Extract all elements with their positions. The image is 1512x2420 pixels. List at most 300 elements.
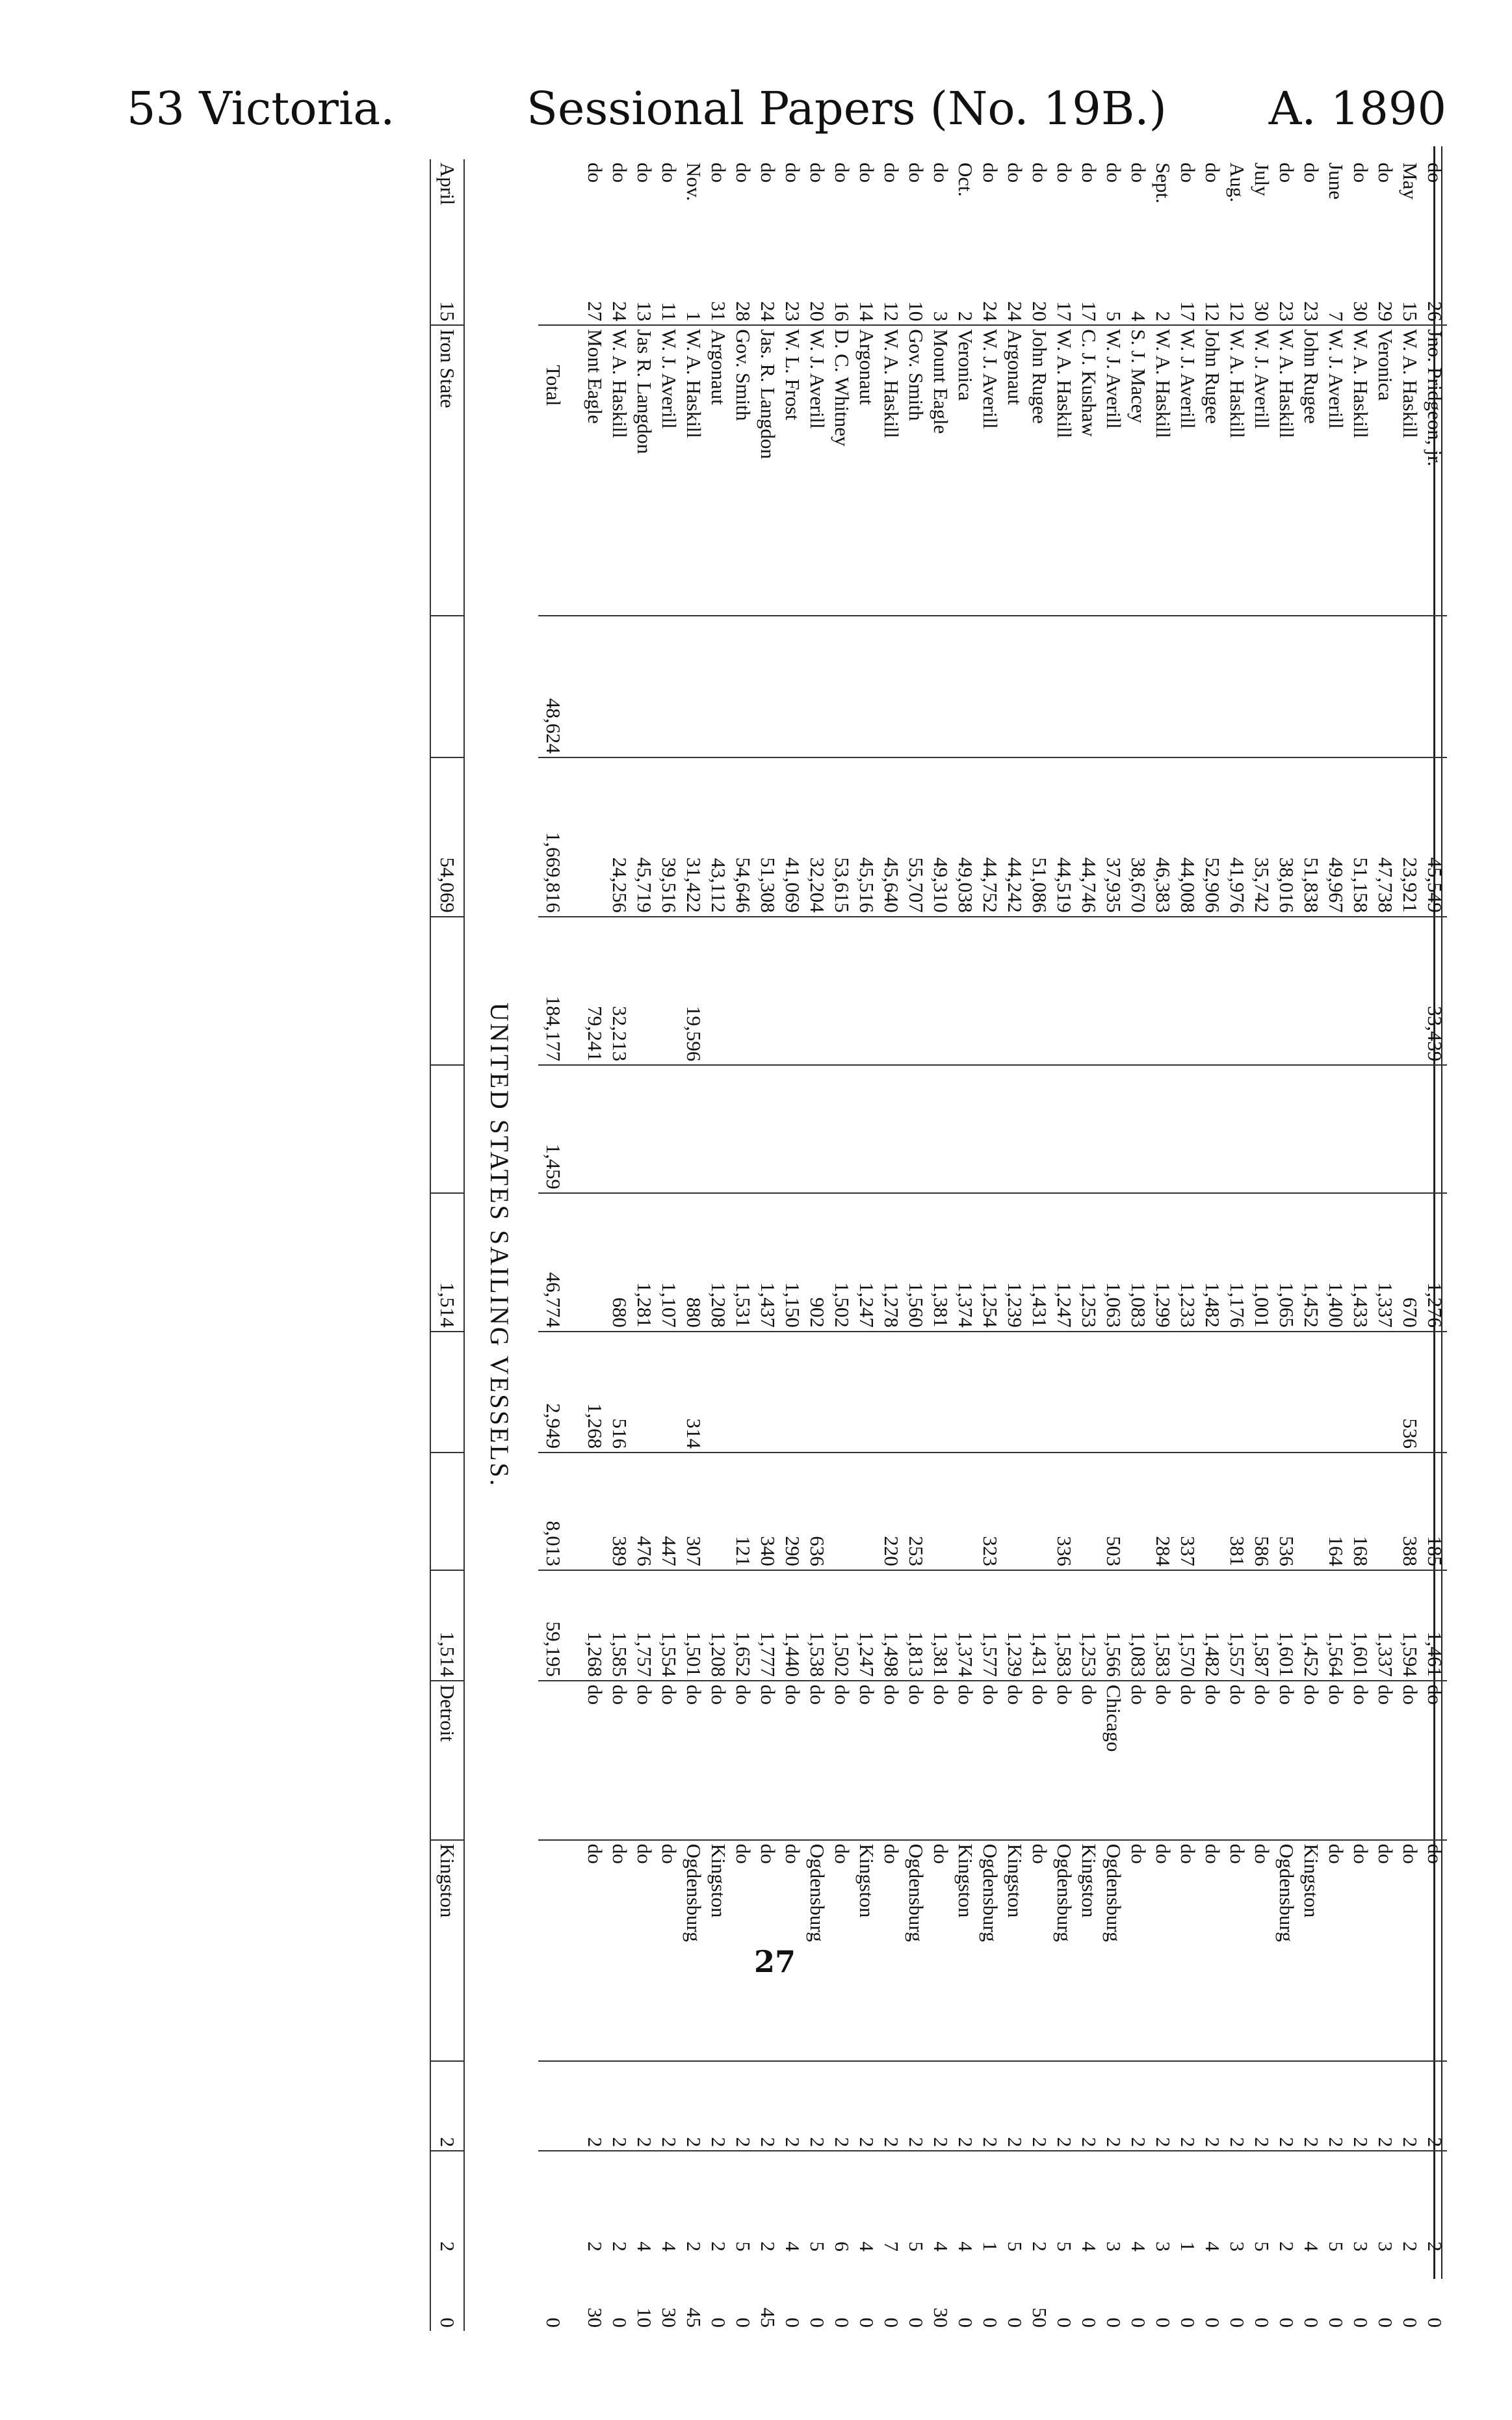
value-cell (829, 917, 854, 1066)
to-port-cell: Ogdensburg (1274, 1840, 1299, 2061)
from-port-cell: do (953, 1681, 978, 1840)
to-port-cell: Ogdensburg (978, 1840, 1002, 2061)
value-cell: 516 (607, 1332, 632, 1453)
table-row (805, 159, 829, 2331)
value-cell (1299, 616, 1323, 757)
to-port-cell: do (1126, 1840, 1151, 2061)
value-cell: 536 (1274, 1453, 1299, 1570)
total-cell (538, 2061, 582, 2151)
value-cell: 3 (1151, 2151, 1175, 2255)
value-cell: 1,594 (1398, 1570, 1422, 1681)
month-cell: do (905, 163, 928, 183)
table-row (1027, 159, 1052, 2331)
value-cell (1126, 616, 1151, 757)
month-cell: do (608, 163, 631, 183)
day-cell: 23 (1300, 301, 1323, 322)
value-cell: 30 (658, 2308, 681, 2328)
value-cell: 1,585 (607, 1570, 632, 1681)
value-cell (1249, 1332, 1274, 1453)
value-cell: 1,239 (1002, 1193, 1027, 1332)
month-cell: Sept. (1152, 163, 1175, 204)
total-label: Total (538, 325, 582, 616)
value-cell: 447 (657, 1453, 681, 1570)
value-cell (582, 757, 607, 917)
value-cell: 1,560 (904, 1193, 928, 1332)
from-port-cell: do (657, 1681, 681, 1840)
total-cell: 1,459 (538, 1065, 582, 1193)
value-cell: 2 (681, 2151, 706, 2255)
to-port-cell: Kingston (953, 1840, 978, 2061)
total-cell: 59,195 (538, 1570, 582, 1681)
vessel-cell: W. J. Averill (1175, 325, 1200, 616)
value-cell (953, 616, 978, 757)
table-row (681, 159, 706, 2331)
value-cell (1175, 616, 1200, 757)
value-cell: 1,566 (1101, 1570, 1126, 1681)
value-cell: 2 (829, 2061, 854, 2151)
value-cell: 10 (633, 2308, 656, 2328)
from-port-cell: do (1225, 1681, 1249, 1840)
month-cell: do (1102, 163, 1125, 183)
value-cell: 1,400 (1323, 1193, 1348, 1332)
from-port-cell: do (1126, 1681, 1151, 1840)
from-port-cell: do (1348, 1681, 1373, 1840)
value-cell: 185 (1422, 1453, 1447, 1570)
value-cell (904, 1332, 928, 1453)
value-cell (1027, 1332, 1052, 1453)
value-cell: 0 (806, 2317, 829, 2328)
value-cell: 24,256 (607, 757, 632, 917)
value-cell: 1,381 (928, 1193, 953, 1332)
value-cell (1323, 616, 1348, 757)
vessel-cell: W. J. Averill (1323, 325, 1348, 616)
day-cell: 29 (1374, 301, 1397, 322)
value-cell: 1,107 (657, 1193, 681, 1332)
value-cell: 2 (953, 2061, 978, 2151)
value-cell (1422, 616, 1447, 757)
value-cell (1076, 1332, 1101, 1453)
value-cell (657, 917, 681, 1066)
value-cell (978, 1332, 1002, 1453)
value-cell (1299, 917, 1323, 1066)
value-cell: 4 (1126, 2151, 1151, 2255)
value-cell (681, 616, 706, 757)
to-port-cell: do (928, 1840, 953, 2061)
from-port-cell: do (879, 1681, 904, 1840)
value-cell: 1,514 (430, 1570, 464, 1681)
from-port-cell: do (1299, 1681, 1323, 1840)
table-row (1076, 159, 1101, 2331)
value-cell (1348, 616, 1373, 757)
value-cell: 1,452 (1299, 1193, 1323, 1332)
value-cell (1373, 1332, 1398, 1453)
value-cell: 0 (1251, 2317, 1273, 2328)
value-cell: 45,516 (854, 757, 879, 917)
value-cell: 253 (904, 1453, 928, 1570)
value-cell (632, 917, 657, 1066)
value-cell: 1,514 (430, 1193, 464, 1332)
month-cell: do (979, 163, 1002, 183)
to-port-cell: Kingston (1076, 1840, 1101, 2061)
from-port-cell: do (582, 1681, 607, 1840)
value-cell: 23,921 (1398, 757, 1422, 917)
day-cell: 20 (806, 301, 829, 322)
value-cell: 0 (1004, 2317, 1026, 2328)
value-cell (657, 616, 681, 757)
table-row (1299, 159, 1323, 2331)
from-port-cell: do (1002, 1681, 1027, 1840)
table-row (657, 159, 681, 2331)
month-cell: do (1028, 163, 1051, 183)
to-port-cell: Kingston (706, 1840, 731, 2061)
vessel-cell: W. A. Haskill (1052, 325, 1076, 616)
value-cell: 1,253 (1076, 1570, 1101, 1681)
value-cell: 0 (1053, 2317, 1076, 2328)
value-cell: 389 (607, 1453, 632, 1570)
value-cell: 476 (632, 1453, 657, 1570)
value-cell: 164 (1323, 1453, 1348, 1570)
vessel-cell: John Rugee (1299, 325, 1323, 616)
day-cell: 5 (1102, 311, 1125, 322)
value-cell: 1,757 (632, 1570, 657, 1681)
value-cell (582, 1453, 607, 1570)
from-port-cell: do (1249, 1681, 1274, 1840)
value-cell: 43,112 (706, 757, 731, 917)
value-cell: 33,439 (1422, 917, 1447, 1066)
value-cell: 32,204 (805, 757, 829, 917)
value-cell: 1,276 (1422, 1193, 1447, 1332)
to-port-cell: Kingston (1002, 1840, 1027, 2061)
value-cell (904, 616, 928, 757)
value-cell (1052, 616, 1076, 757)
value-cell (632, 1065, 657, 1193)
day-cell: 30 (1251, 301, 1273, 322)
from-port-cell: do (1027, 1681, 1052, 1840)
table-row (1274, 159, 1299, 2331)
value-cell: 1,531 (731, 1193, 755, 1332)
value-cell (1225, 1332, 1249, 1453)
value-cell: 340 (755, 1453, 780, 1570)
table-row (1052, 159, 1076, 2331)
value-cell (1200, 1332, 1225, 1453)
value-cell (706, 616, 731, 757)
to-port-cell: do (731, 1840, 755, 2061)
vessel-cell: W. A. Haskill (1348, 325, 1373, 616)
value-cell: 1,268 (582, 1332, 607, 1453)
value-cell: 220 (879, 1453, 904, 1570)
value-cell: 0 (831, 2317, 854, 2328)
vessel-cell: Argonaut (706, 325, 731, 616)
to-port-cell: Ogdensburg (805, 1840, 829, 2061)
value-cell: 2 (904, 2061, 928, 2151)
value-cell: 586 (1249, 1453, 1274, 1570)
from-port-cell: do (1373, 1681, 1398, 1840)
value-cell: 1,557 (1225, 1570, 1249, 1681)
vessel-cell: Iron State (430, 325, 464, 616)
value-cell: 45,549 (1422, 757, 1447, 917)
to-port-cell: do (829, 1840, 854, 2061)
canadian-vessels-table (538, 159, 1447, 2331)
month-cell: do (1127, 163, 1150, 183)
value-cell (1151, 917, 1175, 1066)
value-cell: 2 (1101, 2061, 1126, 2151)
to-port-cell: do (1348, 1840, 1373, 2061)
value-cell: 1,482 (1200, 1193, 1225, 1332)
value-cell (582, 1065, 607, 1193)
value-cell: 2 (1076, 2061, 1101, 2151)
value-cell: 290 (780, 1453, 805, 1570)
value-cell: 1,374 (953, 1570, 978, 1681)
value-cell: 1,278 (879, 1193, 904, 1332)
value-cell: 1,431 (1027, 1193, 1052, 1332)
value-cell: 4 (657, 2151, 681, 2255)
value-cell: 45,719 (632, 757, 657, 917)
to-port-cell: Kingston (430, 1840, 464, 2061)
value-cell: 32,213 (607, 917, 632, 1066)
value-cell: 1,233 (1175, 1193, 1200, 1332)
value-cell (953, 917, 978, 1066)
value-cell (1373, 1453, 1398, 1570)
value-cell: 1,208 (706, 1193, 731, 1332)
day-cell: 2 (954, 311, 977, 322)
vessel-cell: W. A. Haskill (1225, 325, 1249, 616)
value-cell: 1,482 (1200, 1570, 1225, 1681)
value-cell: 31,422 (681, 757, 706, 917)
value-cell: 5 (1323, 2151, 1348, 2255)
value-cell: 1,281 (632, 1193, 657, 1332)
vessel-cell: Argonaut (854, 325, 879, 616)
value-cell: 4 (1076, 2151, 1101, 2255)
value-cell (1027, 917, 1052, 1066)
table-row (928, 159, 953, 2331)
value-cell (1348, 1065, 1373, 1193)
value-cell: 2 (928, 2061, 953, 2151)
value-cell (829, 1332, 854, 1453)
value-cell: 38,670 (1126, 757, 1151, 917)
vessel-cell: John Rugee (1200, 325, 1225, 616)
value-cell (1398, 917, 1422, 1066)
from-port-cell: do (904, 1681, 928, 1840)
value-cell: 1,601 (1274, 1570, 1299, 1681)
value-cell: 2 (854, 2061, 879, 2151)
value-cell (1027, 616, 1052, 757)
value-cell: 2 (1175, 2061, 1200, 2151)
value-cell (879, 1065, 904, 1193)
value-cell: 1,299 (1151, 1193, 1175, 1332)
value-cell (854, 1453, 879, 1570)
month-cell: do (1349, 163, 1372, 183)
from-port-cell: do (1151, 1681, 1175, 1840)
month-cell: do (1424, 163, 1446, 183)
day-cell: 17 (1053, 301, 1076, 322)
day-cell: 4 (1127, 311, 1150, 322)
value-cell: 4 (854, 2151, 879, 2255)
value-cell (430, 1065, 464, 1193)
value-cell: 45 (757, 2308, 779, 2328)
value-cell: 2 (1027, 2061, 1052, 2151)
value-cell: 0 (1127, 2317, 1150, 2328)
month-cell: do (781, 163, 804, 183)
to-port-cell: do (1151, 1840, 1175, 2061)
from-port-cell: do (731, 1681, 755, 1840)
table-row (829, 159, 854, 2331)
value-cell: 1,239 (1002, 1570, 1027, 1681)
value-cell (755, 1065, 780, 1193)
value-cell (904, 1065, 928, 1193)
total-cell (538, 1681, 582, 1840)
value-cell (1027, 1065, 1052, 1193)
day-cell: 17 (1177, 301, 1199, 322)
value-cell (1348, 1332, 1373, 1453)
vessel-cell: W. L. Frost (780, 325, 805, 616)
month-cell: do (930, 163, 952, 183)
table-row (780, 159, 805, 2331)
to-port-cell: Ogdensburg (1052, 1840, 1076, 2061)
value-cell: 44,008 (1175, 757, 1200, 917)
to-port-cell: do (1027, 1840, 1052, 2061)
value-cell (1076, 917, 1101, 1066)
value-cell: 2 (1052, 2061, 1076, 2151)
to-port-cell: Ogdensburg (904, 1840, 928, 2061)
value-cell: 7 (879, 2151, 904, 2255)
vessel-cell: W. A. Haskill (681, 325, 706, 616)
from-port-cell: Chicago (1101, 1681, 1126, 1840)
value-cell (731, 616, 755, 757)
day-cell: 13 (633, 301, 656, 322)
value-cell: 1,083 (1126, 1193, 1151, 1332)
value-cell: 0 (905, 2317, 928, 2328)
value-cell: 5 (1052, 2151, 1076, 2255)
value-cell: 0 (1399, 2317, 1422, 2328)
total-cell: 1,669,816 (538, 757, 582, 917)
value-cell (953, 1453, 978, 1570)
table-row (1002, 159, 1027, 2331)
header-session: 53 Victoria. (127, 82, 395, 135)
value-cell: 2 (755, 2061, 780, 2151)
to-port-cell: do (1398, 1840, 1422, 2061)
value-cell (780, 1065, 805, 1193)
day-cell: 31 (707, 301, 730, 322)
to-port-cell: do (1422, 1840, 1447, 2061)
value-cell: 2 (632, 2061, 657, 2151)
value-cell: 2 (1002, 2061, 1027, 2151)
value-cell: 1,601 (1348, 1570, 1373, 1681)
value-cell (1249, 616, 1274, 757)
value-cell: 2 (706, 2061, 731, 2151)
day-cell: 10 (905, 301, 928, 322)
value-cell (928, 917, 953, 1066)
value-cell: 1,381 (928, 1570, 953, 1681)
to-port-cell: do (582, 1840, 607, 2061)
table-row (607, 159, 632, 2331)
month-cell: Oct. (954, 163, 977, 197)
value-cell: 1,063 (1101, 1193, 1126, 1332)
page-header (127, 70, 1446, 135)
value-cell: 1,583 (1052, 1570, 1076, 1681)
vessel-cell: W. A. Haskill (1274, 325, 1299, 616)
value-cell (1225, 1065, 1249, 1193)
value-cell (1299, 1065, 1323, 1193)
value-cell (731, 1065, 755, 1193)
vessel-cell: D. C. Whitney (829, 325, 854, 616)
vessel-cell: Jas. R. Langdon (755, 325, 780, 616)
value-cell: 44,746 (1076, 757, 1101, 917)
header-sessional-papers: Sessional Papers (No. 19B.) (527, 82, 1167, 135)
table-row (1398, 159, 1422, 2331)
table-row (1323, 159, 1348, 2331)
vessel-cell: W. A. Haskill (1398, 325, 1422, 616)
value-cell: 51,308 (755, 757, 780, 917)
value-cell: 4 (1299, 2151, 1323, 2255)
value-cell: 0 (1275, 2317, 1298, 2328)
value-cell (1274, 616, 1299, 757)
table-row (904, 159, 928, 2331)
value-cell: 314 (681, 1332, 706, 1453)
value-cell (1225, 616, 1249, 757)
value-cell (1151, 616, 1175, 757)
value-cell: 0 (1078, 2317, 1101, 2328)
day-cell: 23 (781, 301, 804, 322)
value-cell (978, 917, 1002, 1066)
from-port-cell: do (1398, 1681, 1422, 1840)
value-cell: 323 (978, 1453, 1002, 1570)
value-cell: 1,777 (755, 1570, 780, 1681)
vessel-cell: Veronica (953, 325, 978, 616)
value-cell (978, 1065, 1002, 1193)
table-row (1101, 159, 1126, 2331)
value-cell: 51,838 (1299, 757, 1323, 917)
us-vessels-table (430, 159, 465, 2331)
month-cell: do (1300, 163, 1323, 183)
value-cell (1076, 1065, 1101, 1193)
total-row (538, 159, 582, 2331)
value-cell (582, 1193, 607, 1332)
day-cell: 15 (1399, 301, 1422, 322)
to-port-cell: do (1225, 1840, 1249, 2061)
month-cell: do (732, 163, 755, 183)
value-cell: 636 (805, 1453, 829, 1570)
value-cell (706, 917, 731, 1066)
value-cell (805, 917, 829, 1066)
value-cell: 30 (584, 2308, 606, 2328)
day-cell: 27 (584, 301, 606, 322)
value-cell: 0 (1424, 2317, 1446, 2328)
value-cell: 5 (731, 2151, 755, 2255)
value-cell (854, 1065, 879, 1193)
table-row (1348, 159, 1373, 2331)
value-cell: 19,596 (681, 917, 706, 1066)
from-port-cell: do (681, 1681, 706, 1840)
from-port-cell: Detroit (430, 1681, 464, 1840)
day-cell: 20 (1028, 301, 1051, 322)
value-cell: 0 (855, 2317, 878, 2328)
value-cell (1398, 616, 1422, 757)
value-cell: 30 (930, 2308, 952, 2328)
table-row (1151, 159, 1175, 2331)
value-cell: 3 (1373, 2151, 1398, 2255)
value-cell (1101, 1065, 1126, 1193)
value-cell: 5 (1002, 2151, 1027, 2255)
value-cell: 2 (1422, 2151, 1447, 2255)
vessel-cell: Jno. Pridgeon, jr. (1422, 325, 1447, 616)
table-row (1373, 159, 1398, 2331)
value-cell: 1,813 (904, 1570, 928, 1681)
value-cell (1398, 1065, 1422, 1193)
value-cell: 1,253 (1076, 1193, 1101, 1332)
table-row (1422, 159, 1447, 2331)
value-cell (1126, 1453, 1151, 1570)
value-cell: 2 (1274, 2061, 1299, 2151)
